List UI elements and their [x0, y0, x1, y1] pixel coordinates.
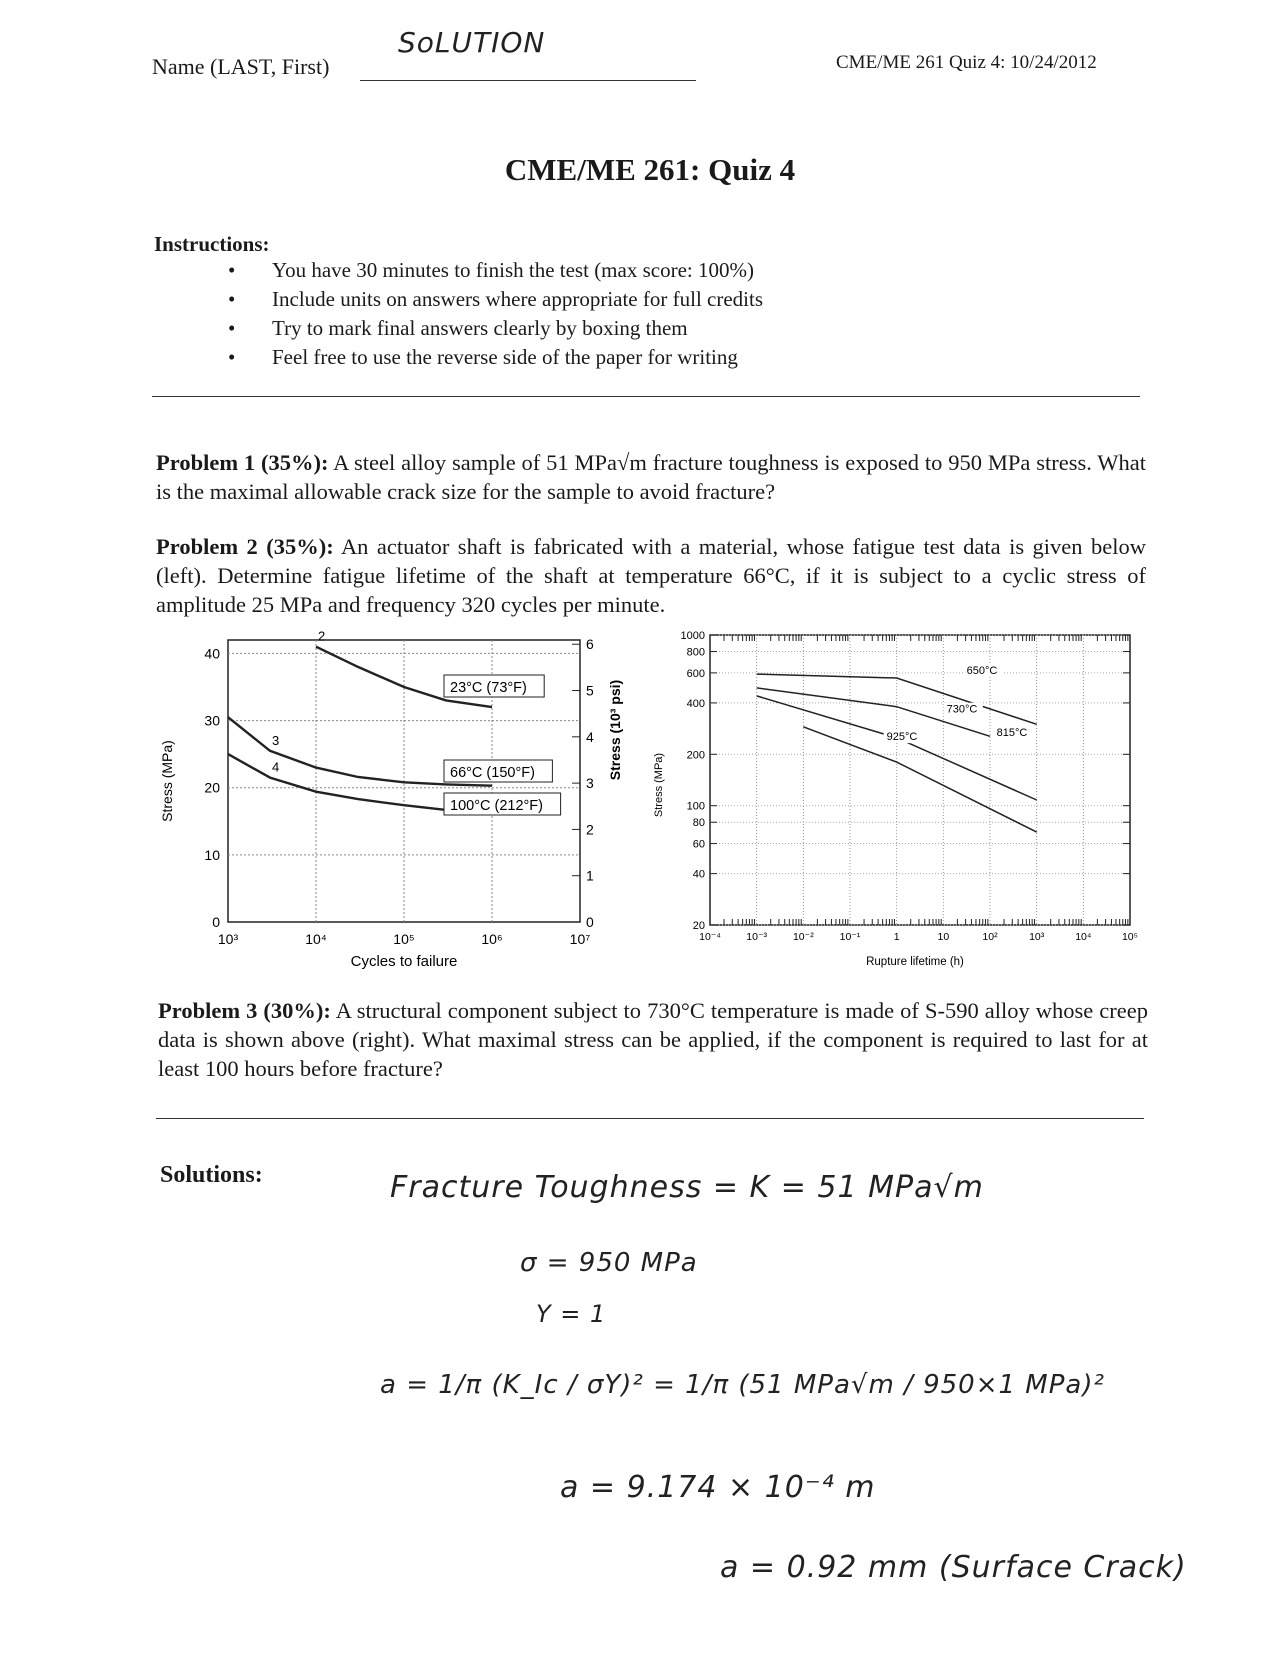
- problem-label: Problem 3 (30%):: [158, 998, 331, 1023]
- creep-x-tick: 10⁴: [1075, 931, 1092, 943]
- problem-1: [156, 448, 1146, 506]
- fatigue-y-tick: 30: [204, 712, 220, 729]
- fatigue-x-tick: 10⁶: [481, 931, 503, 947]
- fatigue-series-label: [444, 793, 561, 815]
- fatigue-x-tick: 10⁵: [393, 931, 415, 947]
- problem-text: A steel alloy sample of 51 MPa√m fracture toughness is exposed to 950 MPa stress. What is the maximal allowable crack size for the sample to avoid fracture?: [156, 450, 1147, 504]
- creep-x-tick: 10³: [1029, 931, 1045, 943]
- solution-line: Y = 1: [536, 1300, 607, 1328]
- instruction-item: • Feel free to use the reverse side of the paper for writing: [232, 343, 763, 372]
- fatigue-y2-tick: 5: [586, 682, 594, 699]
- creep-x-tick: 10⁻¹: [839, 931, 861, 943]
- svg-text:730°C: 730°C: [946, 703, 978, 716]
- creep-curve: [757, 696, 1037, 800]
- creep-chart-frame: [710, 635, 1130, 925]
- problem-text: An actuator shaft is fabricated with a material, whose fatigue test data is given below (left). Determine fatigue lifetime of the shaft at temperature 66°C, if it is subject to a cyclic stress of amplitude 25 MPa and frequency 320 cycles per minute.: [156, 534, 1146, 617]
- name-underline: [360, 80, 696, 81]
- fatigue-x-tick: 10⁷: [569, 931, 591, 947]
- creep-y-tick: 100: [686, 800, 705, 813]
- creep-y-tick: 40: [692, 868, 705, 881]
- fatigue-x-tick: 10⁴: [305, 931, 327, 947]
- creep-y-axis-label: Stress (MPa): [653, 752, 665, 818]
- creep-series-label: [994, 726, 1033, 739]
- fatigue-curve-marker: 3: [271, 732, 280, 748]
- solution-line: a = 1/π (K_Ic / σY)² = 1/π (51 MPa√m / 950×1 MPa)²: [380, 1370, 1105, 1400]
- creep-y-tick: 800: [686, 646, 705, 659]
- solutions-heading: Solutions:: [160, 1162, 263, 1188]
- creep-x-tick: 10⁵: [1121, 931, 1139, 943]
- fatigue-y2-tick: 6: [586, 636, 594, 653]
- solution-line: σ = 950 MPa: [520, 1248, 698, 1278]
- fatigue-curve-marker: 2: [318, 630, 326, 644]
- fatigue-x-tick: 10³: [217, 931, 239, 947]
- solution-line: a = 0.92 mm (Surface Crack): [720, 1550, 1187, 1585]
- creep-x-tick: 10⁻⁴: [699, 931, 721, 943]
- creep-series-label: [884, 730, 923, 743]
- svg-text:23°C (73°F): 23°C (73°F): [450, 680, 527, 696]
- svg-text:925°C: 925°C: [886, 731, 918, 744]
- creep-y-tick: 80: [692, 817, 705, 830]
- problem-text: A structural component subject to 730°C temperature is made of S-590 alloy whose creep data is shown above (right). What maximal stress can be applied, if the component is required to last for at least 100 hours before fracture?: [158, 998, 1149, 1081]
- fatigue-chart: [150, 630, 630, 980]
- creep-y-tick: 20: [692, 920, 705, 932]
- course-tag: CME/ME 261 Quiz 4: 10/24/2012: [836, 52, 1097, 73]
- creep-x-tick: 10⁻²: [792, 931, 814, 943]
- instruction-item: • Include units on answers where appropriate for full credits: [232, 285, 763, 314]
- problem-2: [156, 532, 1146, 619]
- creep-x-axis-label: Rupture lifetime (h): [866, 956, 964, 968]
- fatigue-y2-tick: 4: [586, 728, 594, 745]
- fatigue-y-tick: 10: [204, 846, 220, 863]
- fatigue-y-axis-label: Stress (MPa): [159, 740, 175, 822]
- fatigue-y2-tick: 3: [586, 775, 594, 792]
- creep-series-label: [964, 664, 1003, 677]
- creep-x-tick: 10: [937, 931, 950, 943]
- fatigue-x-axis-label: Cycles to failure: [350, 953, 458, 970]
- fatigue-y-tick: 0: [212, 914, 220, 930]
- creep-y-tick: 1000: [680, 630, 705, 642]
- divider: [152, 396, 1140, 397]
- fatigue-y2-tick: 1: [586, 867, 594, 884]
- instruction-item: • Try to mark final answers clearly by boxing them: [232, 314, 763, 343]
- fatigue-y2-tick: 0: [586, 914, 594, 930]
- creep-y-tick: 60: [692, 838, 705, 851]
- divider: [156, 1118, 1144, 1119]
- creep-x-tick: 10⁻³: [746, 931, 768, 943]
- problem-label: Problem 2 (35%):: [156, 534, 334, 559]
- creep-x-tick: 10²: [982, 931, 998, 943]
- fatigue-y2-axis-label: Stress (10³ psi): [607, 679, 623, 781]
- svg-text:650°C: 650°C: [966, 664, 998, 677]
- creep-y-tick: 400: [686, 697, 705, 710]
- page-title: CME/ME 261: Quiz 4: [504, 152, 796, 187]
- instructions-list: [232, 256, 763, 372]
- fatigue-series-label: [444, 760, 552, 782]
- creep-x-tick: 1: [893, 931, 900, 943]
- fatigue-y-tick: 40: [204, 645, 220, 662]
- creep-y-tick: 200: [686, 749, 705, 762]
- solution-line: a = 9.174 × 10⁻⁴ m: [560, 1470, 876, 1505]
- solution-line: Fracture Toughness = K = 51 MPa√m: [390, 1170, 984, 1205]
- svg-text:100°C (212°F): 100°C (212°F): [450, 798, 543, 814]
- name-label: Name (LAST, First): [152, 54, 330, 79]
- fatigue-curve-marker: 4: [271, 759, 280, 775]
- problem-3: [158, 996, 1148, 1083]
- name-value: SoLUTION: [398, 26, 546, 59]
- fatigue-y2-tick: 2: [586, 821, 594, 838]
- fatigue-series-label: [444, 675, 544, 697]
- problem-label: Problem 1 (35%):: [156, 450, 329, 475]
- creep-chart: [640, 630, 1160, 980]
- creep-y-tick: 600: [686, 667, 705, 680]
- instruction-item: • You have 30 minutes to finish the test (max score: 100%): [232, 256, 763, 285]
- creep-series-label: [944, 703, 983, 716]
- instructions-heading: Instructions:: [154, 232, 270, 256]
- fatigue-y-tick: 20: [204, 779, 220, 796]
- svg-text:815°C: 815°C: [996, 726, 1028, 739]
- svg-text:66°C (150°F): 66°C (150°F): [450, 765, 535, 781]
